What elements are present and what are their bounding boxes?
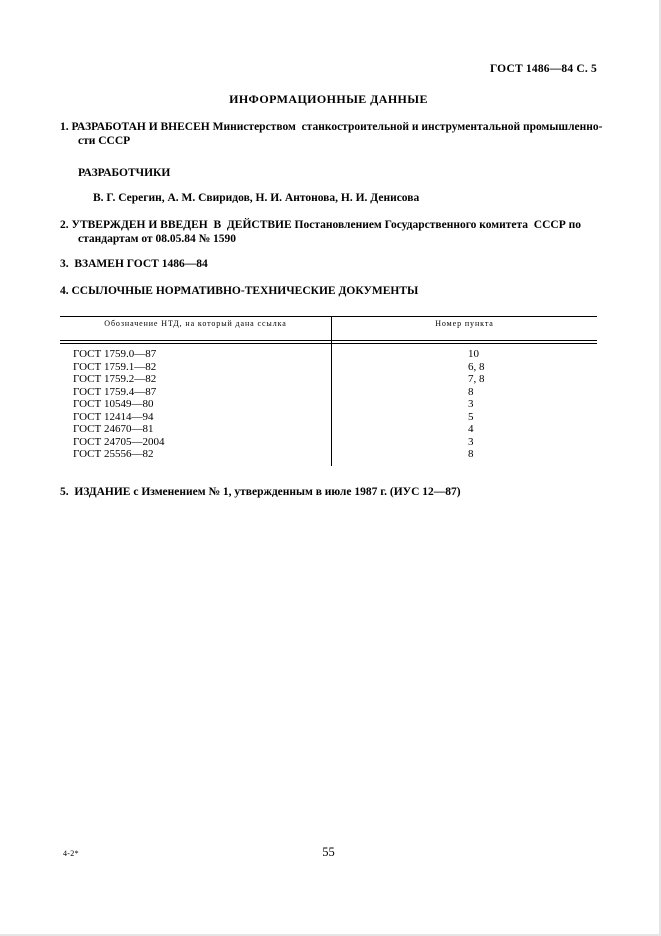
- table-cell-ntd: ГОСТ 24670—81: [73, 423, 154, 435]
- table-cell-ntd: ГОСТ 1759.2—82: [73, 373, 157, 385]
- page-title: ИНФОРМАЦИОННЫЕ ДАННЫЕ: [229, 92, 428, 106]
- table-row: [60, 436, 597, 449]
- table-cell-punkt: 7, 8: [468, 373, 485, 385]
- table-cell-punkt: 5: [468, 410, 474, 423]
- paragraph-item5: 5. ИЗДАНИЕ с Изменением № 1, утвержденным в июле 1987 г. (ИУС 12—87): [60, 486, 461, 498]
- table-cell-ntd: ГОСТ 12414—94: [73, 410, 154, 423]
- doc-reference: ГОСТ 1486—84 С. 5: [489, 63, 597, 75]
- table-cell-punkt: 6, 8: [468, 360, 485, 373]
- edition-mark: 4-2*: [63, 849, 79, 858]
- table-header-ntd: Обозначение НТД, на который дана ссылка: [104, 319, 287, 328]
- table-header-rule-2: [60, 343, 597, 344]
- table-cell-ntd: ГОСТ 1759.0—87: [73, 348, 157, 360]
- table-cell-ntd: ГОСТ 10549—80: [73, 398, 154, 410]
- table-cell-punkt: 10: [468, 348, 479, 360]
- table-cell-punkt: 8: [468, 448, 474, 460]
- table-cell-ntd: ГОСТ 1759.1—82: [73, 360, 157, 373]
- item2-line1: 2. УТВЕРЖДЕН И ВВЕДЕН В ДЕЙСТВИЕ Постановлением Государственного комитета СССР по: [60, 219, 581, 231]
- table-top-rule: [60, 316, 597, 317]
- table-cell-punkt: 4: [468, 423, 474, 435]
- table-row: [60, 423, 597, 436]
- table-row: [60, 398, 597, 411]
- table-cell-punkt: 8: [468, 385, 474, 398]
- table-row: [60, 361, 597, 374]
- table-body: [60, 348, 597, 461]
- item2-line2: стандартам от 08.05.84 № 1590: [78, 232, 237, 245]
- table-row: [60, 448, 597, 461]
- item1-line1: 1. РАЗРАБОТАН И ВНЕСЕН Министерством станкостроительной и инструментальной промышленно-: [60, 121, 603, 133]
- table-cell-ntd: ГОСТ 1759.4—87: [73, 385, 157, 398]
- paragraph-item3: 3. ВЗАМЕН ГОСТ 1486—84: [60, 258, 208, 270]
- table-cell-punkt: 3: [468, 435, 474, 448]
- developers-list: В. Г. Серегин, А. М. Свиридов, Н. И. Антонова, Н. И. Денисова: [93, 192, 420, 204]
- table-cell-punkt: 3: [468, 398, 474, 410]
- table-header-rule-1: [60, 340, 597, 341]
- paragraph-item2: [60, 219, 608, 246]
- table-row: [60, 348, 597, 361]
- developers-heading: РАЗРАБОТЧИКИ: [78, 167, 171, 179]
- table-row: [60, 373, 597, 386]
- paragraph-item1: [60, 121, 608, 148]
- table-cell-ntd: ГОСТ 25556—82: [73, 448, 154, 460]
- table-header-punkt: Номер пункта: [435, 319, 494, 328]
- paragraph-item4: 4. ССЫЛОЧНЫЕ НОРМАТИВНО-ТЕХНИЧЕСКИЕ ДОКУМЕНТЫ: [60, 285, 419, 297]
- item1-line2: сти СССР: [78, 134, 131, 147]
- table-row: [60, 411, 597, 424]
- table-cell-ntd: ГОСТ 24705—2004: [73, 435, 165, 448]
- page-number: 55: [322, 845, 335, 859]
- table-row: [60, 386, 597, 399]
